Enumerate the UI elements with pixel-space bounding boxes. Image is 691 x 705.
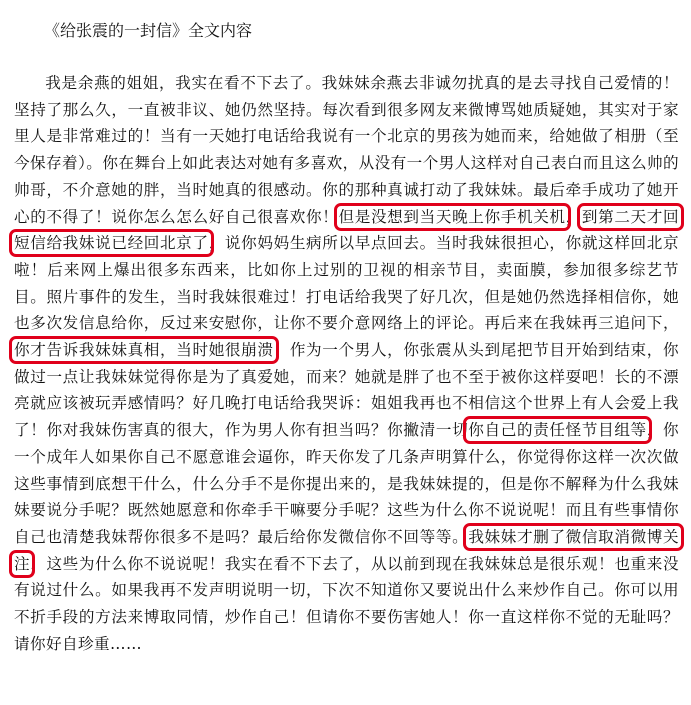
- text-segment: ，说你妈妈生病所以早点回去。当时我妹很担心，你就这样回北京啦！后来网上爆出很多东西来，比如你上过别的卫视的相亲节目，卖面膜，参加很多综艺节目。照片事件的发生，当时我妹很难过！打电话给我哭了好几次，但是她仍然选择相信你，她也多次发信息给你，反过来安慰你，让你不要介意网络上的评论。再后来在我妹再三追问下，: [14, 234, 679, 333]
- text-segment: 我是余燕的姐姐，我实在看不下去了。我妹妹余燕去非诚勿扰真的是去寻找自己爱情的！坚持了那么久，一直被非议、她仍然坚持。每次看到很多网友来微博骂她质疑她，其实对于家里人是非常难过的！当有一天她打电话给我说有一个北京的男孩为她而来，给她做了相册（至今保存着）。你在舞台上如此表达对她有多喜欢，从没有一个男人这样对自己表白而且这么帅的帅哥，不介意她的胖，当时她真的很感动。你的那种真诚打动了我妹妹。最后牵手成功了她开心的不得了！说你怎么怎么好自己很喜欢你！: [14, 74, 679, 226]
- document-title: 《给张震的一封信》全文内容: [44, 21, 253, 40]
- highlighted-phrase: 我妹妹才删了微信取消微博关注: [14, 527, 680, 573]
- text-segment: ！作为一个男人，你张震从头到尾把节目开始到结束，你做过一点让我妹妹觉得你是为了真爱她，而来？她就是胖了也不至于被你这样耍吧！长的不漂亮就应该被玩弄感情吗？好几晚打电话给我哭诉：姐姐我再也不相信这个世界上有人会爱上我了！你对我妹伤害真的很大，作为男人你有担当吗？你撇清一切: [14, 341, 679, 440]
- text-segment: ，: [565, 207, 582, 226]
- text-segment: ，你一个成年人如果你自己不愿意谁会逼你，昨天你发了几条声明算什么，你觉得你这样一次次做这些事情到底想干什么，什么分手不是你提出来的，是我妹妹提的，但是你不解释为什么我妹妹要说分手呢？既然她愿意和你牵手干嘛要分手呢？这些为什么你不说说呢！而且有些事情你自己也清楚我妹帮你很多不是吗？最后给你发微信你不回等等。: [14, 421, 679, 546]
- letter-paragraph: [14, 70, 679, 657]
- text-segment: ，这些为什么你不说说呢！我实在看不下去了，从以前到现在我妹妹总是很乐观！也重来没有说过什么。如果我再不发声明说明一切，下次不知道你又要说出什么来炒作自己。你可以用不折手段的方法来博取同情，炒作自己！但请你不要伤害她人！你一直这样你不觉的无耻吗？请你好自珍重……: [14, 554, 679, 653]
- highlighted-phrase: 你自己的责任怪节目组等: [468, 421, 647, 440]
- letter-body: [14, 70, 679, 657]
- highlighted-phrase: 你才告诉我妹妹真相，当时她很崩溃: [14, 341, 274, 360]
- highlighted-phrase: 但是没想到当天晚上你手机关机: [338, 207, 566, 226]
- highlighted-phrase: 到第二天才回短信给我妹说已经回北京了: [14, 207, 679, 253]
